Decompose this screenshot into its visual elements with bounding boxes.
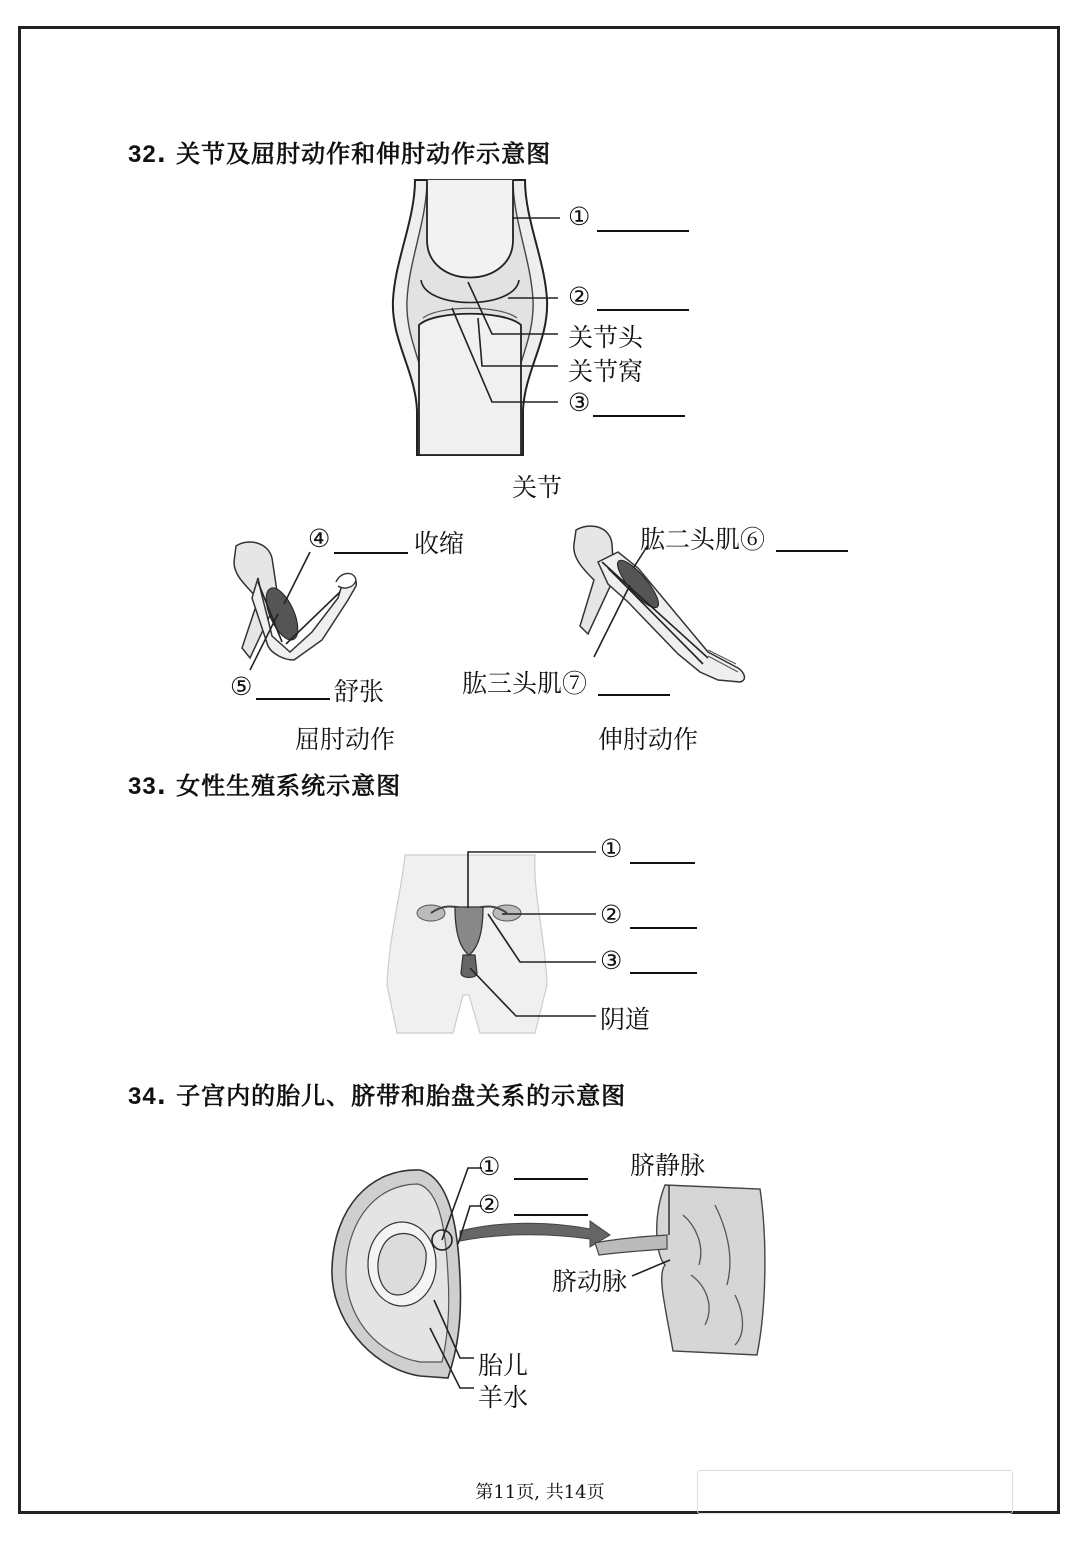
flexion-leader-lines bbox=[240, 540, 340, 680]
answer-blank-9[interactable] bbox=[630, 927, 697, 929]
extension-caption: 伸肘动作 bbox=[598, 725, 699, 754]
question-33-heading bbox=[128, 766, 401, 801]
joint-label-1: ① bbox=[568, 202, 591, 231]
question-number: 34 bbox=[128, 1083, 157, 1110]
female-label-1: ① bbox=[600, 834, 623, 863]
female-label-2: ② bbox=[600, 900, 623, 929]
question-number: 32 bbox=[128, 141, 157, 168]
answer-blank-7[interactable] bbox=[598, 694, 670, 696]
joint-socket-label: 关节窝 bbox=[568, 357, 644, 386]
joint-label-3: ③ bbox=[568, 388, 591, 417]
question-number: 33 bbox=[128, 773, 157, 800]
female-leader-lines bbox=[460, 848, 600, 1023]
question-title: . 关节及屈肘动作和伸肘动作示意图 bbox=[156, 140, 552, 168]
answer-blank-3[interactable] bbox=[593, 415, 685, 417]
flexion-caption: 屈肘动作 bbox=[295, 725, 396, 754]
joint-caption: 关节 bbox=[512, 473, 563, 502]
question-title: . 女性生殖系统示意图 bbox=[156, 772, 402, 800]
answer-blank-8[interactable] bbox=[630, 862, 695, 864]
joint-label-2: ② bbox=[568, 282, 591, 311]
artery-leader-line bbox=[620, 1260, 680, 1290]
answer-blank-10[interactable] bbox=[630, 972, 697, 974]
umbilical-artery-label: 脐动脉 bbox=[552, 1267, 628, 1296]
answer-blank-12[interactable] bbox=[514, 1214, 588, 1216]
triceps-label: 肱三头肌⑦ bbox=[462, 669, 588, 698]
umbilical-vein-label: 脐静脉 bbox=[630, 1151, 706, 1180]
page-number: 第11页, 共14页 bbox=[475, 1482, 605, 1503]
answer-blank-1[interactable] bbox=[597, 230, 689, 232]
biceps-label: 肱二头肌⑥ bbox=[640, 525, 766, 554]
uterus-label-1: ① bbox=[478, 1152, 501, 1181]
amniotic-fluid-label: 羊水 bbox=[478, 1383, 529, 1412]
answer-blank-4[interactable] bbox=[334, 552, 408, 554]
extension-leader-lines bbox=[590, 545, 670, 665]
flexion-label-5: ⑤ bbox=[230, 672, 253, 701]
answer-blank-11[interactable] bbox=[514, 1178, 588, 1180]
question-32-heading bbox=[128, 134, 551, 169]
flexion-label-4: ④ bbox=[308, 524, 331, 553]
flexion-relax-label: 舒张 bbox=[334, 677, 385, 706]
uterus-label-2: ② bbox=[478, 1190, 501, 1219]
joint-head-label: 关节头 bbox=[568, 323, 644, 352]
female-label-3: ③ bbox=[600, 946, 623, 975]
question-title: . 子宫内的胎儿、脐带和胎盘关系的示意图 bbox=[156, 1082, 627, 1110]
fetus-label: 胎儿 bbox=[478, 1351, 529, 1380]
answer-blank-2[interactable] bbox=[597, 309, 689, 311]
answer-blank-6[interactable] bbox=[776, 550, 848, 552]
answer-blank-5[interactable] bbox=[256, 698, 330, 700]
flexion-contract-label: 收缩 bbox=[414, 529, 465, 558]
corner-box bbox=[697, 1470, 1013, 1514]
vagina-label: 阴道 bbox=[600, 1005, 651, 1034]
question-34-heading bbox=[128, 1076, 626, 1111]
